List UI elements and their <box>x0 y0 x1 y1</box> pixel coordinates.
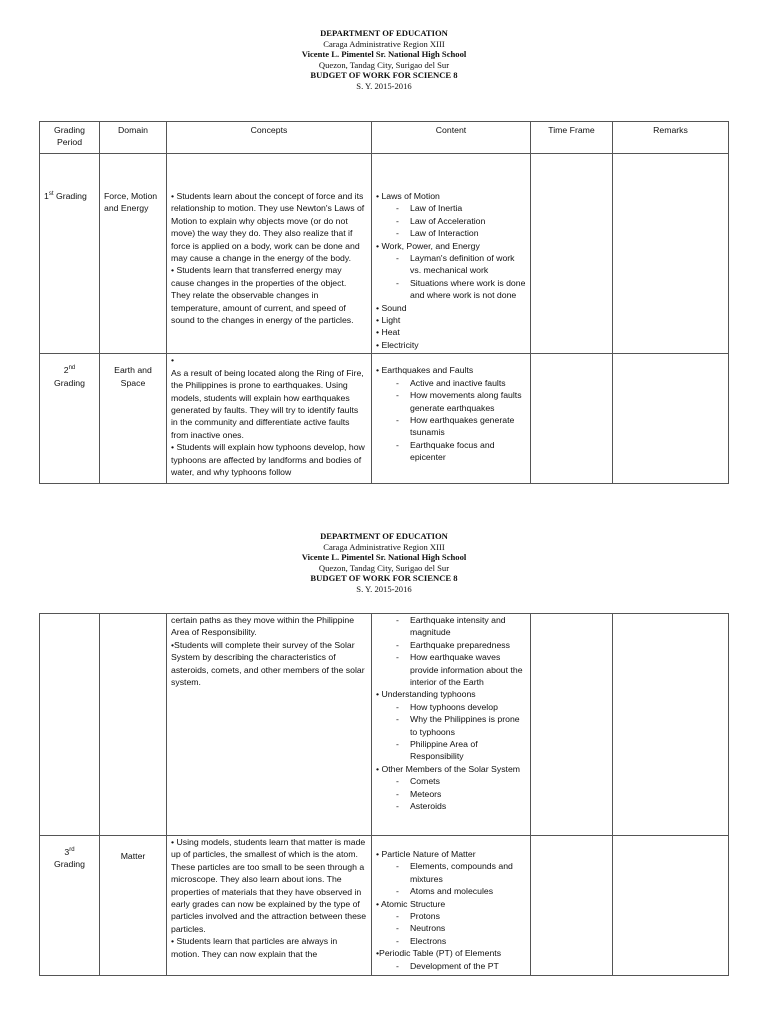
content-subitem: - Earthquake focus and epicenter <box>376 439 526 464</box>
content-item: • Sound <box>376 302 407 313</box>
content-cell <box>372 354 531 484</box>
table-row <box>40 354 729 484</box>
region-line: Caraga Administrative Region XIII <box>323 38 445 49</box>
remarks-cell <box>613 154 729 354</box>
content-subitem: - Earthquake preparedness <box>376 639 526 651</box>
content-cell <box>372 836 531 976</box>
grading-cell: 1st Grading <box>40 154 100 354</box>
concepts-cell: • Using models, students learn that matter is made up of particles, the smallest of which is the atom. These particles are too small to be seen through a microscope. They also learn about ions. The properties of materials that they have observed in early grades can now be explained by the type of particles involved and the attraction between these particles. • Students learn that particles are always in motion. They can now explain that the <box>167 836 372 976</box>
remarks-cell <box>613 836 729 976</box>
dept-title: DEPARTMENT OF EDUCATION <box>320 28 448 38</box>
domain-cell: Matter <box>100 836 167 976</box>
timeframe-cell <box>531 354 613 484</box>
content-subitem: - Situations where work is done and where work is not done <box>376 277 526 302</box>
content-subitem: - How movements along faults generate earthquakes <box>376 389 526 414</box>
concepts-cell: certain paths as they move within the Philippine Area of Responsibility. •Students will complete their survey of the Solar System by describing the characteristics of asteroids, comets, and other members of the solar system. <box>167 614 372 836</box>
col-header-concepts: Concepts <box>167 122 372 154</box>
col-header-grading: Grading Period <box>40 122 100 154</box>
table-row <box>40 154 729 354</box>
table-header-row <box>40 122 729 154</box>
budget-table-page1 <box>39 121 729 484</box>
content-subitem: - Meteors <box>376 788 526 800</box>
grading-cell <box>40 614 100 836</box>
content-subitem: - Elements, compounds and mixtures <box>376 860 526 885</box>
school-name: Vicente L. Pimentel Sr. National High School <box>301 552 467 563</box>
domain-cell <box>100 614 167 836</box>
school-name: Vicente L. Pimentel Sr. National High School <box>301 49 467 60</box>
content-subitem: - Atoms and molecules <box>376 885 526 897</box>
col-header-domain: Domain <box>100 122 167 154</box>
col-header-content: Content <box>372 122 531 154</box>
school-year: S. Y. 2015-2016 <box>356 583 412 594</box>
table-row <box>40 614 729 836</box>
address-line: Quezon, Tandag City, Surigao del Sur <box>318 562 450 573</box>
document-title: BUDGET OF WORK FOR SCIENCE 8 <box>310 70 458 81</box>
timeframe-cell <box>531 154 613 354</box>
remarks-cell <box>613 614 729 836</box>
content-item: • Light <box>376 315 401 326</box>
content-subitem: - Asteroids <box>376 800 526 812</box>
col-header-remarks: Remarks <box>613 122 729 154</box>
page2-header <box>0 531 768 595</box>
content-subitem: - Earthquake intensity and magnitude <box>376 614 526 639</box>
content-item: •Periodic Table (PT) of Elements <box>376 948 502 959</box>
domain-cell: Earth and Space <box>100 354 167 484</box>
remarks-cell <box>613 354 729 484</box>
content-subitem: - Comets <box>376 775 526 787</box>
content-subitem: - Law of Acceleration <box>376 215 526 227</box>
budget-table-page2 <box>39 613 729 976</box>
table-row <box>40 836 729 976</box>
page1-header <box>0 28 768 92</box>
content-subitem: - How typhoons develop <box>376 701 526 713</box>
address-line: Quezon, Tandag City, Surigao del Sur <box>318 59 450 70</box>
content-subitem: - Why the Philippines is prone to typhoons <box>376 713 526 738</box>
content-item: • Heat <box>376 327 400 338</box>
document-title: BUDGET OF WORK FOR SCIENCE 8 <box>310 573 458 584</box>
timeframe-cell <box>531 836 613 976</box>
content-subitem: - Electrons <box>376 935 526 947</box>
content-item: • Earthquakes and Faults <box>376 365 474 376</box>
content-item: • Atomic Structure <box>376 898 446 909</box>
content-subitem: - Active and inactive faults <box>376 377 526 389</box>
content-subitem: - How earthquakes generate tsunamis <box>376 414 526 439</box>
content-item: • Particle Nature of Matter <box>376 849 476 859</box>
timeframe-cell <box>531 614 613 836</box>
region-line: Caraga Administrative Region XIII <box>323 541 445 552</box>
content-item: • Understanding typhoons <box>376 689 476 700</box>
content-subitem: - Law of Inertia <box>376 202 526 214</box>
content-subitem: - Development of the PT <box>376 960 526 972</box>
content-subitem: - Neutrons <box>376 922 526 934</box>
content-cell <box>372 614 531 836</box>
concepts-cell: • Students learn about the concept of force and its relationship to motion. They use Newton's Laws of Motion to explain why objects move (or do not move) the way they do. They also realize that if force is applied on a body, work can be done and may cause a change in the energy of the body. • Students learn that transferred energy may cause changes in the properties of the object. They relate the observable changes in temperature, amount of current, and speed of sound to the changes in energy of the particles. <box>167 154 372 354</box>
content-item: • Other Members of the Solar System <box>376 763 521 774</box>
dept-title: DEPARTMENT OF EDUCATION <box>320 531 448 541</box>
grading-cell: 2nd Grading <box>40 354 100 484</box>
content-item: • Work, Power, and Energy <box>376 240 480 251</box>
content-subitem: - Law of Interaction <box>376 227 526 239</box>
concepts-cell: • As a result of being located along the Ring of Fire, the Philippines is prone to earthquakes. Using models, students will explain how earthquakes generated by faults. They will try to identify faults in the community and differentiate active faults from inactive ones. • Students will explain how typhoons develop, how typhoons are affected by landforms and bodies of water, and why typhoons follow <box>167 354 372 484</box>
content-item: • Electricity <box>376 339 419 350</box>
content-cell <box>372 154 531 354</box>
domain-cell: Force, Motion and Energy <box>100 154 167 354</box>
col-header-timeframe: Time Frame <box>531 122 613 154</box>
content-subitem: - How earthquake waves provide information about the interior of the Earth <box>376 651 526 688</box>
content-item: • Laws of Motion <box>376 191 440 201</box>
school-year: S. Y. 2015-2016 <box>356 80 412 91</box>
content-subitem: - Philippine Area of Responsibility <box>376 738 526 763</box>
content-subitem: - Protons <box>376 910 526 922</box>
content-subitem: - Layman's definition of work vs. mechanical work <box>376 252 526 277</box>
grading-cell: 3rd Grading <box>40 836 100 976</box>
